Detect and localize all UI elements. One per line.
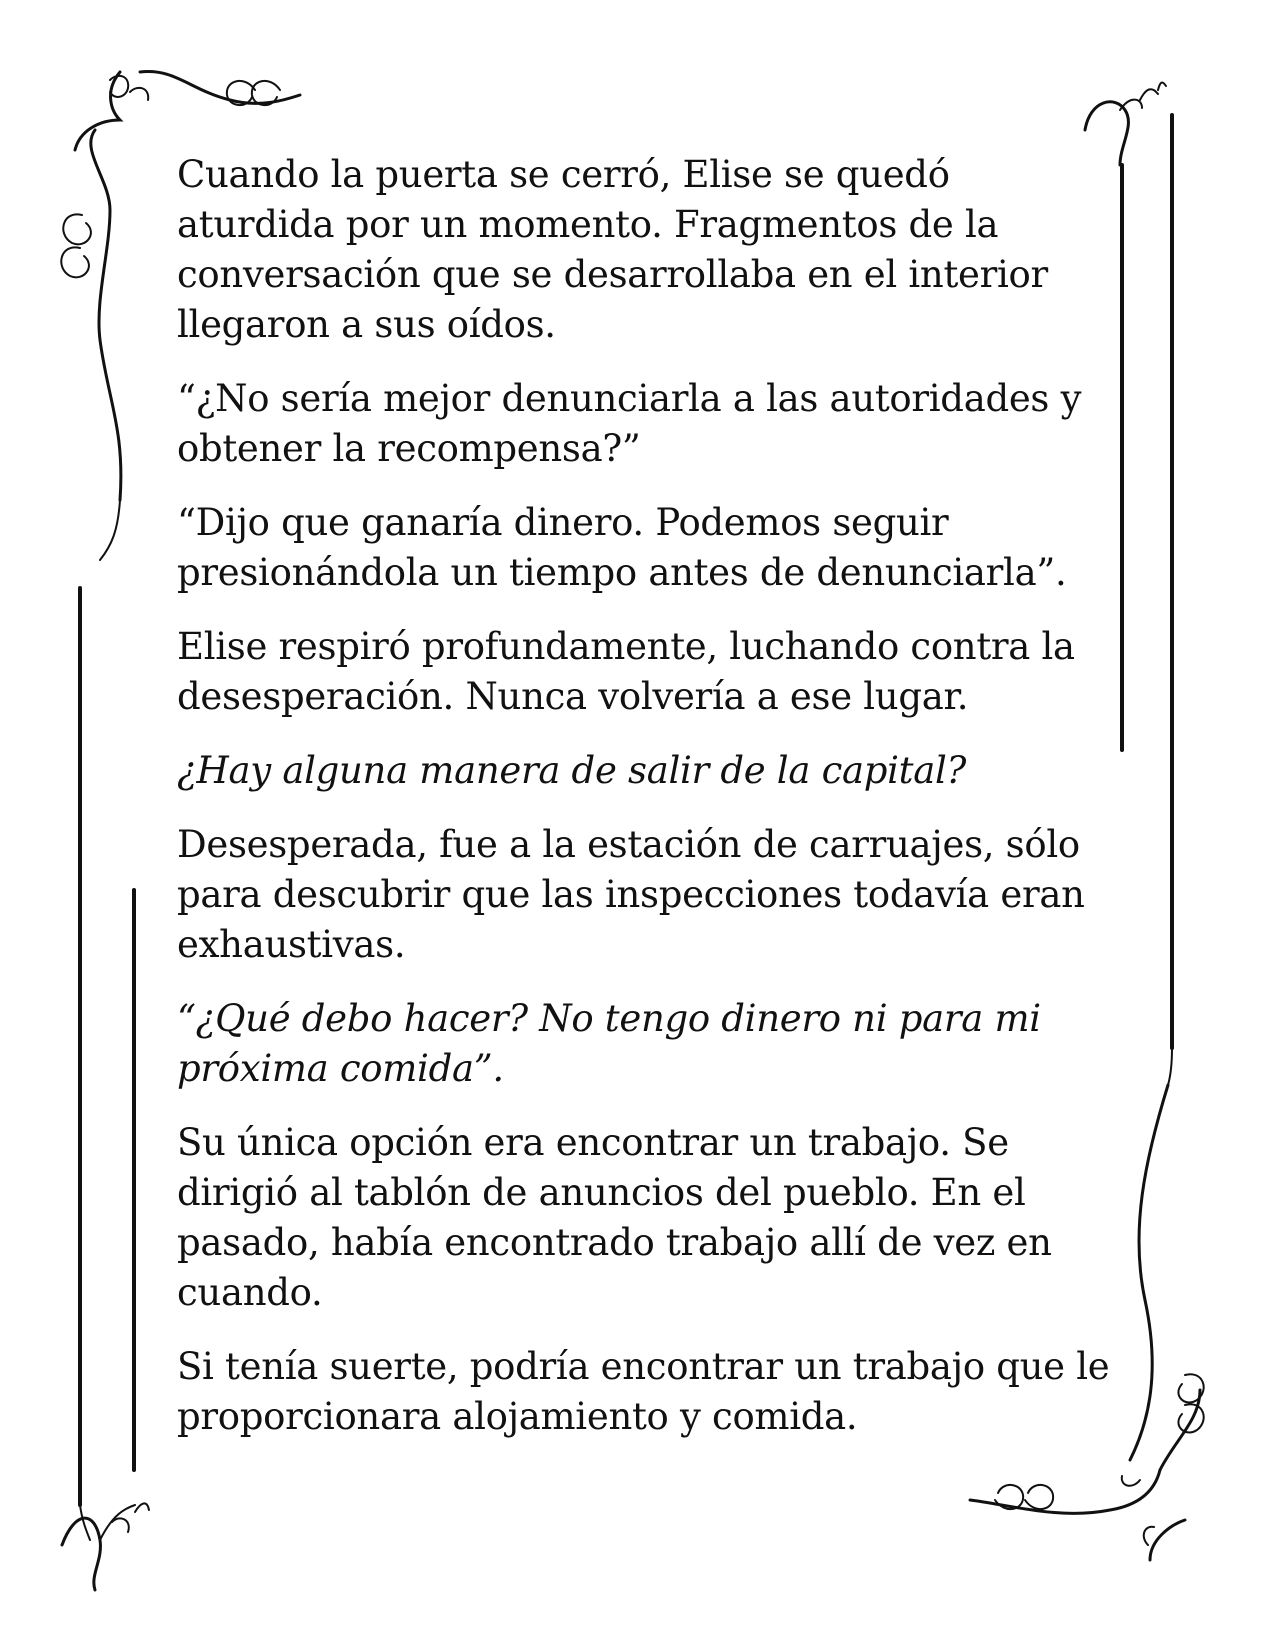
paragraph-8: Su única opción era encontrar un trabajo. Se dirigió al tablón de anuncios del pueblo. En el pasado, había encontrado trabajo allí de vez en cuando. [177, 1121, 1052, 1314]
paragraph-3: “Dijo que ganaría dinero. Podemos seguir presionándola un tiempo antes de denunciarla”. [177, 501, 1067, 594]
paragraph-6: Desesperada, fue a la estación de carruajes, sólo para descubrir que las inspecciones todavía eran exhaustivas. [177, 823, 1085, 966]
bottom-left-flourish [62, 1503, 149, 1590]
paragraph-7-thought: “¿Qué debo hacer? No tengo dinero ni para mi próxima comida”. [177, 997, 1041, 1090]
left-border-lines [80, 588, 134, 1505]
story-text [177, 150, 1112, 1466]
paragraph-9: Si tenía suerte, podría encontrar un trabajo que le proporcionara alojamiento y comida. [177, 1345, 1110, 1438]
right-border-lines [1122, 115, 1172, 1460]
paragraph-4: Elise respiró profundamente, luchando contra la desesperación. Nunca volvería a ese lugar. [177, 625, 1075, 718]
paragraph-5-thought: ¿Hay alguna manera de salir de la capital? [177, 749, 967, 792]
paragraph-1: Cuando la puerta se cerró, Elise se quedó aturdida por un momento. Fragmentos de la conversación que se desarrollaba en el interior llegaron a sus oídos. [177, 153, 1048, 346]
paragraph-2: “¿No sería mejor denunciarla a las autoridades y obtener la recompensa?” [177, 377, 1082, 470]
